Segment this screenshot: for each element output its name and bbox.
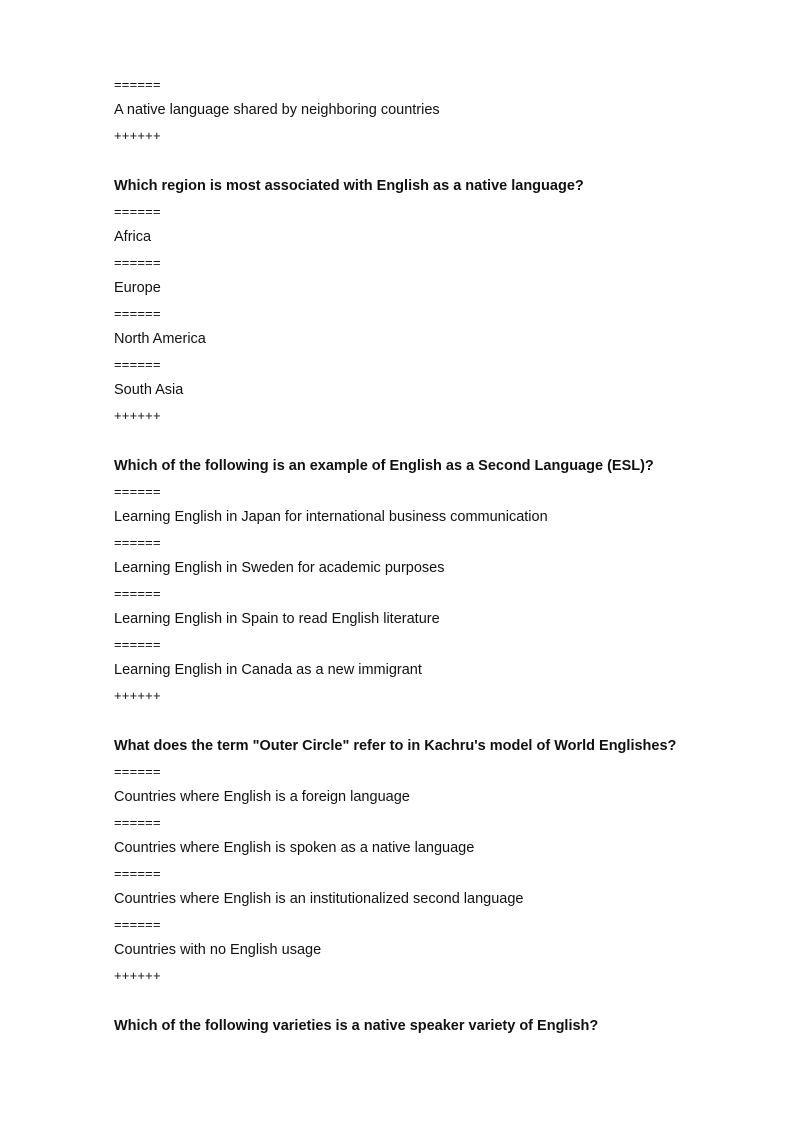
answer-option: Africa (114, 229, 152, 245)
answer-option: North America (114, 331, 206, 347)
end-marker-line: ++++++ (114, 688, 161, 703)
answer-option: South Asia (114, 382, 184, 398)
separator-line: ====== (114, 866, 161, 881)
separator-line: ====== (114, 535, 161, 550)
end-marker-line: ++++++ (114, 968, 161, 983)
separator-line: ====== (114, 764, 161, 779)
separator-line: ====== (114, 204, 161, 219)
answer-option: Learning English in Spain to read English literature (114, 611, 440, 627)
answer-option: Learning English in Sweden for academic purposes (114, 560, 445, 576)
separator-line: ====== (114, 484, 161, 499)
answer-option: Countries where English is a foreign language (114, 789, 410, 805)
question-text: Which of the following is an example of English as a Second Language (ESL)? (114, 458, 654, 474)
separator-line: ====== (114, 77, 161, 92)
end-marker-line: ++++++ (114, 408, 161, 423)
separator-line: ====== (114, 586, 161, 601)
separator-line: ====== (114, 255, 161, 270)
question-text: Which of the following varieties is a native speaker variety of English? (114, 1018, 599, 1034)
answer-option: Countries where English is an institutionalized second language (114, 891, 524, 907)
separator-line: ====== (114, 815, 161, 830)
answer-option: Countries with no English usage (114, 942, 322, 958)
answer-option: Learning English in Canada as a new immigrant (114, 662, 422, 678)
separator-line: ====== (114, 357, 161, 372)
question-text: Which region is most associated with English as a native language? (114, 178, 584, 194)
separator-line: ====== (114, 306, 161, 321)
answer-option: Learning English in Japan for international business communication (114, 509, 548, 525)
separator-line: ====== (114, 917, 161, 932)
separator-line: ====== (114, 637, 161, 652)
answer-option: Countries where English is spoken as a native language (114, 840, 475, 856)
answer-option: Europe (114, 280, 161, 296)
end-marker-line: ++++++ (114, 128, 161, 143)
answer-option: A native language shared by neighboring countries (114, 102, 440, 118)
question-text: What does the term "Outer Circle" refer to in Kachru's model of World Englishes? (114, 738, 677, 754)
